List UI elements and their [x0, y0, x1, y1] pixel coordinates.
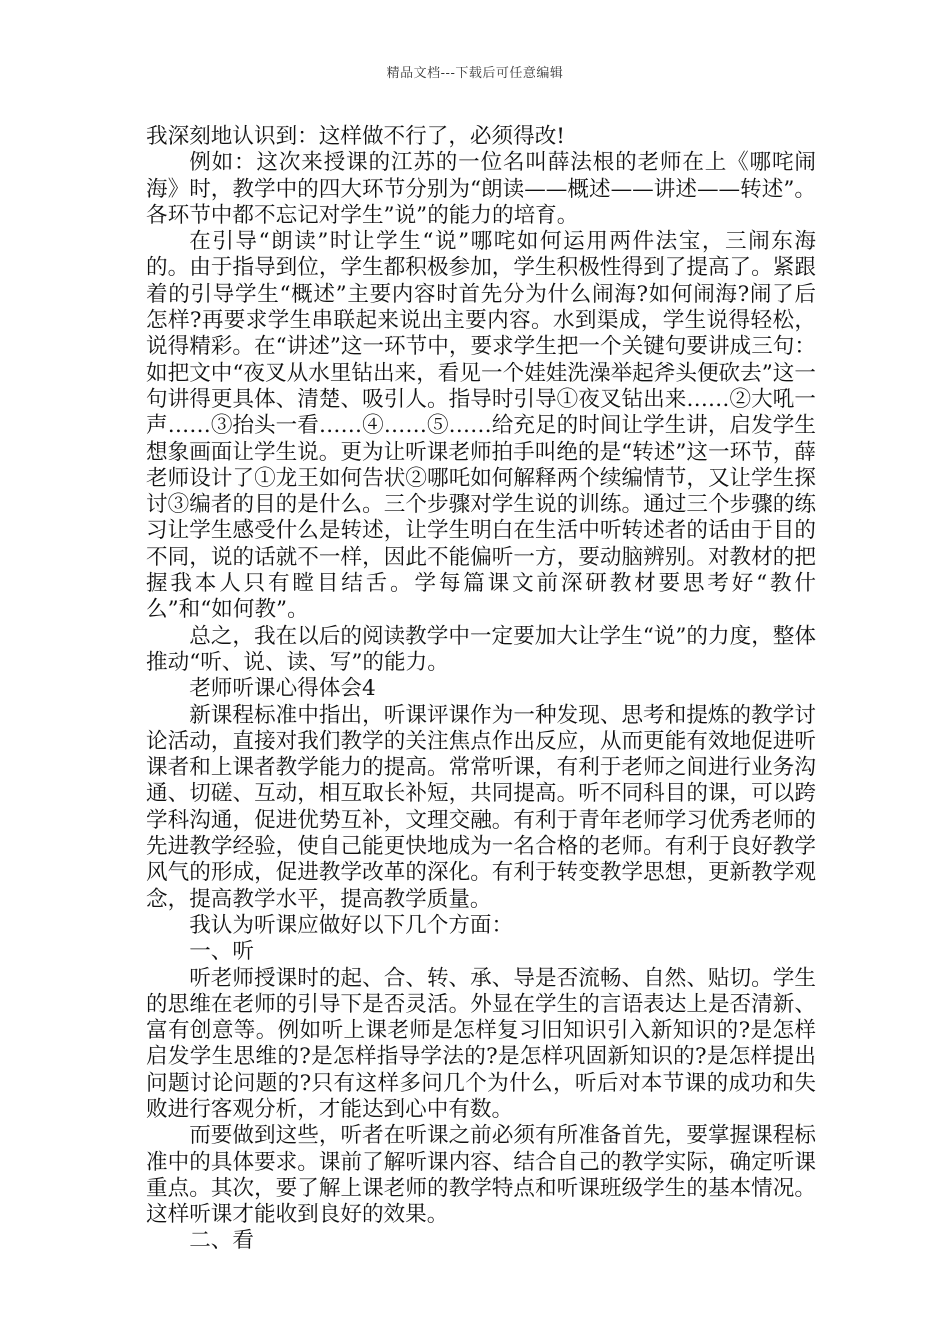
paragraph: 新课程标准中指出，听课评课作为一种发现、思考和提炼的教学讨论活动，直接对我们教学的关注焦点作出反应，从而更能有效地促进听课者和上课者教学能力的提高。常常听课，有利于老师之间进行业务沟通、切磋、互动，相互取长补短，共同提高。听不同科目的课，可以跨学科沟通，促进优势互补，文理交融。有利于青年老师学习优秀老师的先进教学经验，使自己能更快地成为一名合格的老师。有利于良好教学风气的形成，促进教学改革的深化。有利于转变教学思想，更新教学观念，提高教学水平，提高教学质量。 [146, 702, 816, 912]
paragraph: 听老师授课时的起、合、转、承、导是否流畅、自然、贴切。学生的思维在老师的引导下是否灵活。外显在学生的言语表达上是否清新、富有创意等。例如听上课老师是怎样复习旧知识引入新知识的?是怎样启发学生思维的?是怎样指导学法的?是怎样巩固新知识的?是怎样提出问题讨论问题的?只有这样多问几个为什么，听后对本节课的成功和失败进行客观分析，才能达到心中有数。 [146, 965, 816, 1122]
paragraph: 我认为听课应做好以下几个方面： [189, 912, 514, 938]
document-body [146, 124, 816, 1255]
paragraph: 我深刻地认识到：这样做不行了，必须得改! [146, 124, 565, 149]
section-title: 老师听课心得体会4 [189, 676, 376, 702]
paragraph: 在引导“朗读”时让学生“说”哪咤如何运用两件法宝，三闹东海的。由于指导到位，学生都积极参加，学生积极性得到了提高了。紧跟着的引导学生“概述”主要内容时首先分为什么闹海?如何闹海?闹了后怎样?再要求学生串联起来说出主要内容。水到渠成，学生说得轻松，说得精彩。在“讲述”这一环节中，要求学生把一个关键句要讲成三句：如把文中“夜叉从水里钻出来，看见一个娃娃洗澡举起斧头便砍去”这一句讲得更具体、清楚、吸引人。指导时引导①夜叉钻出来……②大吼一声……③抬头一看……④……⑤……给充足的时间让学生讲，启发学生想象画面让学生说。更为让听课老师拍手叫绝的是“转述”这一环节，薛老师设计了①龙王如何告状②哪吒如何解释两个续编情节，又让学生探讨③编者的目的是什么。三个步骤对学生说的训练。通过三个步骤的练习让学生感受什么是转述，让学生明白在生活中听转述者的话由于目的不同，说的话就不一样，因此不能偏听一方，要动脑辨别。对教材的把握我本人只有瞠目结舌。学每篇课文前深研教材要思考好“教什么”和“如何教”。 [146, 229, 816, 623]
paragraph: 而要做到这些，听者在听课之前必须有所准备首先，要掌握课程标准中的具体要求。课前了解听课内容、结合自己的教学实际，确定听课重点。其次，要了解上课老师的教学特点和听课班级学生的基本情况。这样听课才能收到良好的效果。 [146, 1123, 816, 1228]
page-header: 精品文档---下载后可任意编辑 [386, 66, 564, 81]
paragraph: 总之，我在以后的阅读教学中一定要加大让学生“说”的力度，整体推动“听、说、读、写”的能力。 [146, 623, 816, 675]
paragraph: 例如：这次来授课的江苏的一位名叫薛法根的老师在上《哪咤闹海》时，教学中的四大环节分别为“朗读——概述——讲述——转述”。各环节中都不忘记对学生”说”的能力的培育。 [146, 150, 816, 228]
section-heading: 一、听 [189, 939, 254, 965]
section-heading: 二、看 [189, 1228, 254, 1254]
